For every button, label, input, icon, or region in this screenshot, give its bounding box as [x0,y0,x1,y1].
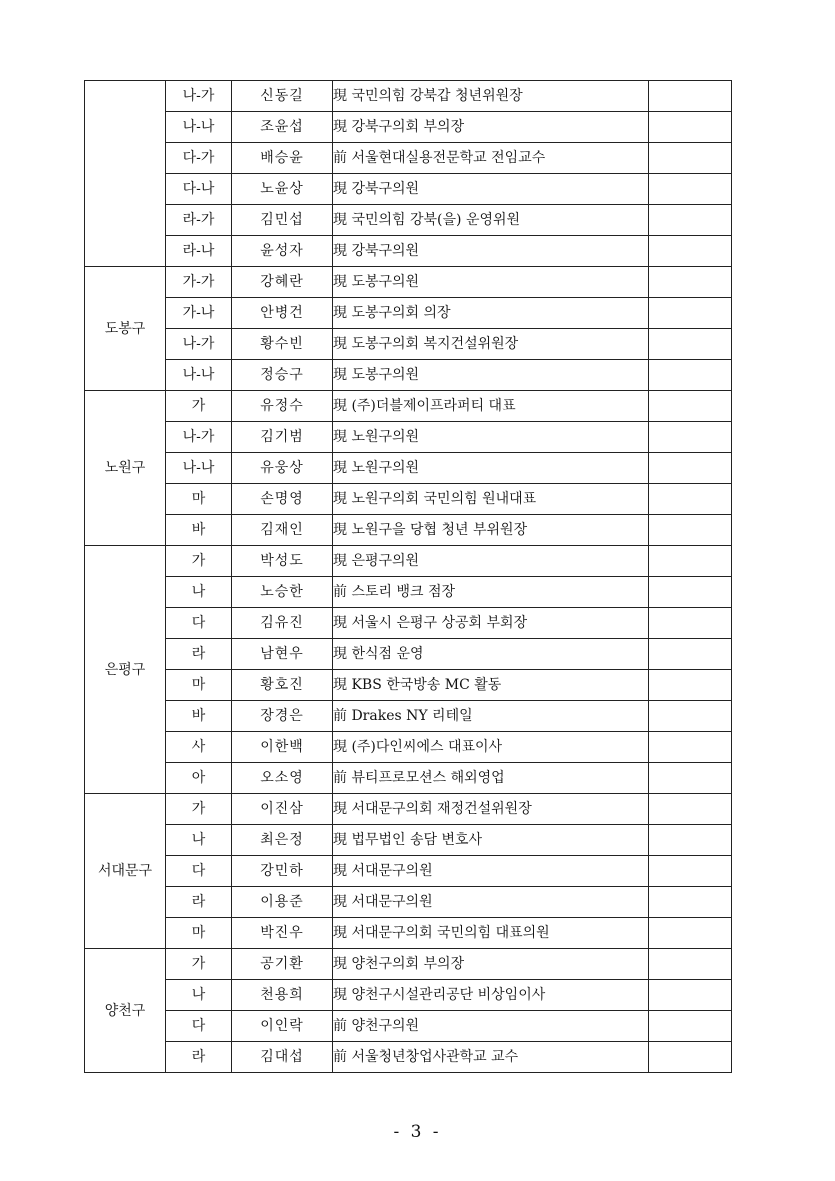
table-row [85,267,732,298]
name-cell: 김기범 [232,422,333,453]
ward-cell: 가 [166,391,232,422]
ward-cell: 다-나 [166,174,232,205]
note-cell [649,391,732,422]
table-row [85,546,732,577]
ward-cell: 사 [166,732,232,763]
career-cell: 現 서대문구의원 [333,856,649,887]
district-cell: 노원구 [85,391,166,546]
note-cell [649,205,732,236]
name-cell: 노승한 [232,577,333,608]
note-cell [649,143,732,174]
ward-cell: 라-나 [166,236,232,267]
table-row [85,174,732,205]
ward-cell: 다 [166,856,232,887]
note-cell [649,577,732,608]
district-cell: 도봉구 [85,267,166,391]
name-cell: 강혜란 [232,267,333,298]
table-row [85,732,732,763]
name-cell: 배승윤 [232,143,333,174]
career-cell: 現 노원구의회 국민의힘 원내대표 [333,484,649,515]
district-cell [85,81,166,267]
table-row [85,360,732,391]
career-cell: 現 한식점 운영 [333,639,649,670]
table-row [85,949,732,980]
name-cell: 손명영 [232,484,333,515]
career-cell: 現 노원구을 당협 청년 부위원장 [333,515,649,546]
district-cell: 은평구 [85,546,166,794]
note-cell [649,1011,732,1042]
ward-cell: 가 [166,794,232,825]
page-number: - 3 - [393,1122,442,1142]
career-cell: 現 강북구의원 [333,236,649,267]
table-row [85,81,732,112]
name-cell: 남현우 [232,639,333,670]
name-cell: 유웅상 [232,453,333,484]
name-cell: 박진우 [232,918,333,949]
table-row [85,236,732,267]
name-cell: 이인락 [232,1011,333,1042]
table-row [85,298,732,329]
note-cell [649,236,732,267]
career-cell: 前 서울현대실용전문학교 전임교수 [333,143,649,174]
name-cell: 김민섭 [232,205,333,236]
ward-cell: 나-가 [166,81,232,112]
note-cell [649,794,732,825]
table-row [85,670,732,701]
table-row [85,918,732,949]
table-row [85,701,732,732]
ward-cell: 나 [166,825,232,856]
note-cell [649,825,732,856]
note-cell [649,484,732,515]
table-row [85,639,732,670]
note-cell [649,608,732,639]
name-cell: 조윤섭 [232,112,333,143]
ward-cell: 라-가 [166,205,232,236]
table-row [85,391,732,422]
career-cell: 現 국민의힘 강북(을) 운영위원 [333,205,649,236]
career-cell: 前 Drakes NY 리테일 [333,701,649,732]
ward-cell: 나 [166,577,232,608]
table-row [85,484,732,515]
note-cell [649,980,732,1011]
note-cell [649,1042,732,1073]
ward-cell: 가-가 [166,267,232,298]
ward-cell: 나-가 [166,329,232,360]
table-row [85,112,732,143]
name-cell: 천용희 [232,980,333,1011]
career-cell: 現 서대문구의회 국민의힘 대표의원 [333,918,649,949]
career-cell: 現 법무법인 송담 변호사 [333,825,649,856]
name-cell: 정승구 [232,360,333,391]
career-cell: 現 노원구의원 [333,453,649,484]
note-cell [649,81,732,112]
name-cell: 이용준 [232,887,333,918]
career-cell: 現 도봉구의원 [333,267,649,298]
ward-cell: 나-나 [166,453,232,484]
table-row [85,329,732,360]
note-cell [649,701,732,732]
table-row [85,980,732,1011]
ward-cell: 나 [166,980,232,1011]
career-cell: 現 도봉구의원 [333,360,649,391]
table-row [85,825,732,856]
career-cell: 現 양천구시설관리공단 비상임이사 [333,980,649,1011]
note-cell [649,732,732,763]
table-row [85,205,732,236]
career-cell: 前 서울청년창업사관학교 교수 [333,1042,649,1073]
note-cell [649,112,732,143]
candidate-table [84,80,732,1073]
note-cell [649,360,732,391]
career-cell: 現 강북구의원 [333,174,649,205]
note-cell [649,298,732,329]
table-row [85,1011,732,1042]
career-cell: 現 서대문구의회 재정건설위원장 [333,794,649,825]
name-cell: 이한백 [232,732,333,763]
ward-cell: 나-가 [166,422,232,453]
ward-cell: 다 [166,608,232,639]
ward-cell: 가-나 [166,298,232,329]
name-cell: 공기환 [232,949,333,980]
ward-cell: 다 [166,1011,232,1042]
career-cell: 現 강북구의회 부의장 [333,112,649,143]
career-cell: 前 스토리 뱅크 점장 [333,577,649,608]
ward-cell: 라 [166,1042,232,1073]
note-cell [649,329,732,360]
career-cell: 現 국민의힘 강북갑 청년위원장 [333,81,649,112]
note-cell [649,546,732,577]
career-cell: 現 양천구의회 부의장 [333,949,649,980]
name-cell: 황수빈 [232,329,333,360]
name-cell: 황호진 [232,670,333,701]
note-cell [649,856,732,887]
note-cell [649,918,732,949]
name-cell: 윤성자 [232,236,333,267]
name-cell: 신동길 [232,81,333,112]
ward-cell: 마 [166,918,232,949]
career-cell: 前 뷰티프로모션스 해외영업 [333,763,649,794]
note-cell [649,174,732,205]
note-cell [649,267,732,298]
table-row [85,856,732,887]
table-row [85,453,732,484]
table-row [85,608,732,639]
name-cell: 안병건 [232,298,333,329]
name-cell: 최은정 [232,825,333,856]
note-cell [649,887,732,918]
table-row [85,887,732,918]
name-cell: 오소영 [232,763,333,794]
career-cell: 現 서대문구의원 [333,887,649,918]
name-cell: 김대섭 [232,1042,333,1073]
note-cell [649,763,732,794]
ward-cell: 가 [166,949,232,980]
note-cell [649,949,732,980]
career-cell: 前 양천구의원 [333,1011,649,1042]
table-row [85,515,732,546]
table-row [85,1042,732,1073]
ward-cell: 라 [166,639,232,670]
note-cell [649,422,732,453]
district-cell: 서대문구 [85,794,166,949]
name-cell: 박성도 [232,546,333,577]
name-cell: 유정수 [232,391,333,422]
career-cell: 現 서울시 은평구 상공회 부회장 [333,608,649,639]
note-cell [649,670,732,701]
ward-cell: 나-나 [166,112,232,143]
name-cell: 김재인 [232,515,333,546]
note-cell [649,639,732,670]
career-cell: 現 은평구의원 [333,546,649,577]
district-cell: 양천구 [85,949,166,1073]
ward-cell: 라 [166,887,232,918]
ward-cell: 마 [166,484,232,515]
name-cell: 김유진 [232,608,333,639]
career-cell: 現 KBS 한국방송 MC 활동 [333,670,649,701]
career-cell: 現 (주)다인씨에스 대표이사 [333,732,649,763]
ward-cell: 나-나 [166,360,232,391]
career-cell: 現 도봉구의회 복지건설위원장 [333,329,649,360]
table-row [85,422,732,453]
ward-cell: 가 [166,546,232,577]
table-row [85,143,732,174]
career-cell: 現 (주)더블제이프라퍼티 대표 [333,391,649,422]
name-cell: 장경은 [232,701,333,732]
name-cell: 이진삼 [232,794,333,825]
table-row [85,577,732,608]
note-cell [649,453,732,484]
candidate-table-body [85,81,732,1073]
note-cell [649,515,732,546]
career-cell: 現 도봉구의회 의장 [333,298,649,329]
career-cell: 現 노원구의원 [333,422,649,453]
table-row [85,763,732,794]
name-cell: 노윤상 [232,174,333,205]
ward-cell: 다-가 [166,143,232,174]
ward-cell: 바 [166,701,232,732]
ward-cell: 마 [166,670,232,701]
name-cell: 강민하 [232,856,333,887]
ward-cell: 아 [166,763,232,794]
ward-cell: 바 [166,515,232,546]
table-row [85,794,732,825]
